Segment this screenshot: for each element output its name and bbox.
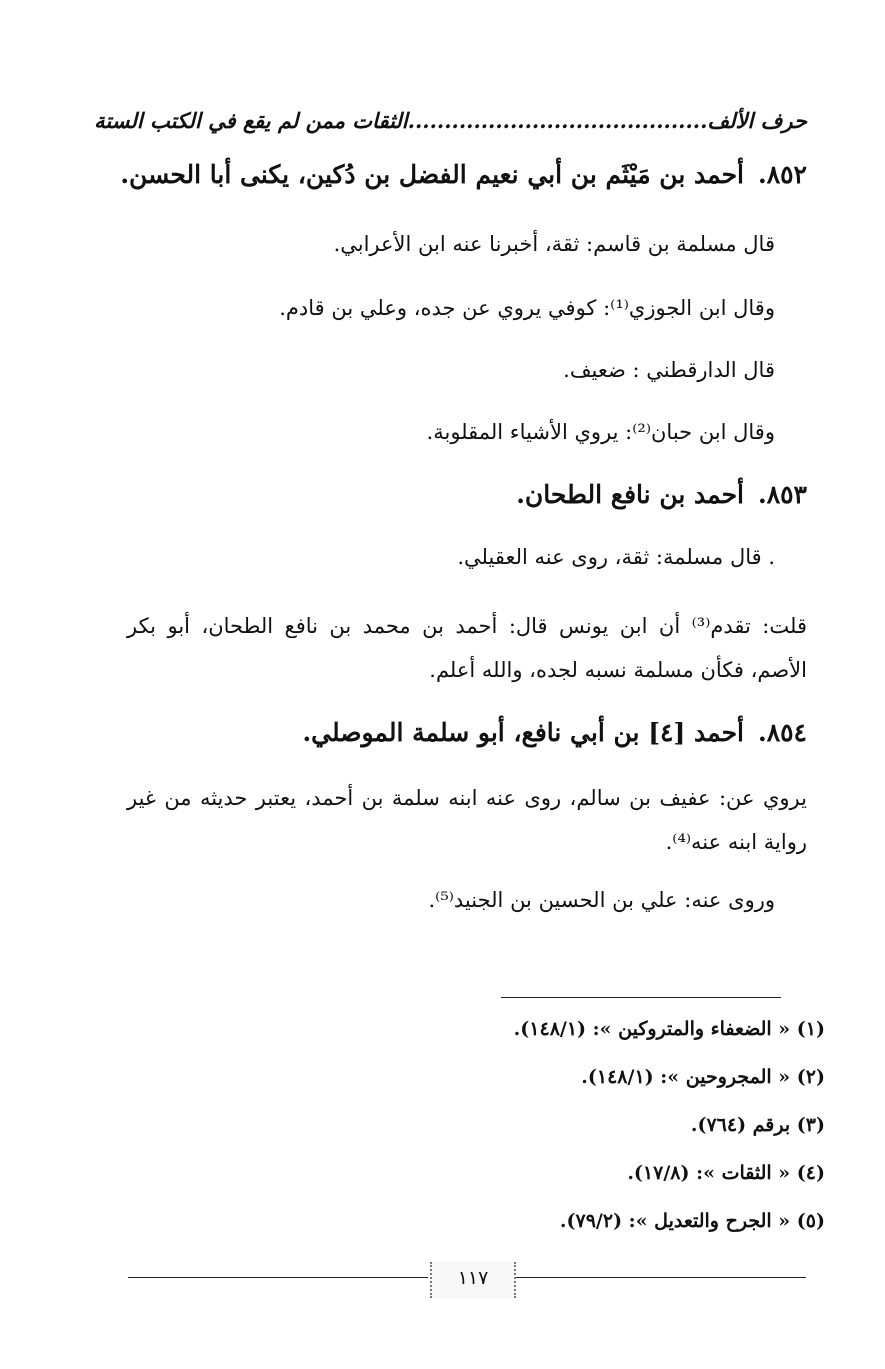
footnote-4: (٤) « الثقات »: (١٧/٨). (627, 1162, 825, 1184)
text-line: قال مسلمة بن قاسم: ثقة، أخبرنا عنه ابن الأعرابي. (333, 232, 775, 256)
entry-title: أحمد [٤] بن أبي نافع، أبو سلمة الموصلي. (302, 718, 744, 747)
footnote-5: (٥) « الجرح والتعديل »: (٧٩/٢). (559, 1210, 825, 1232)
entry-heading-854 (302, 718, 807, 747)
footnote-1: (١) « الضعفاء والمتروكين »: (١٤٨/١). (513, 1018, 825, 1040)
text-line: وقال ابن حبان⁽²⁾: يروي الأشياء المقلوبة. (426, 420, 775, 444)
entry-heading-853 (516, 480, 807, 509)
text-line: وروى عنه: علي بن الحسين بن الجنيد⁽⁵⁾. (428, 888, 775, 912)
entry-title: أحمد بن مَيْثَم بن أبي نعيم الفضل بن دُكين، يكنى أبا الحسن. (120, 160, 744, 189)
bottom-rule-left (128, 1277, 428, 1278)
text-line: قال الدارقطني : ضعيف. (563, 358, 775, 382)
page-number: ١١٧ (430, 1262, 516, 1298)
entry-number: ٨٥٣. (757, 480, 807, 509)
text-paragraph: يروي عن: عفيف بن سالم، روى عنه ابنه سلمة بن أحمد، يعتبر حديثه من غير رواية ابنه عنه⁽⁴⁾. (127, 786, 807, 854)
entry-number: ٨٥٢. (757, 160, 807, 189)
footnote-separator (501, 997, 781, 998)
note-paragraph: قلت: تقدم⁽³⁾ أن ابن يونس قال: أحمد بن محمد بن نافع الطحان، أبو بكر الأصم، فكأن مسلمة نسبه لجده، والله أعلم. (127, 614, 807, 682)
footnote-3: (٣) برقم (٧٦٤). (690, 1114, 825, 1136)
text-line: وقال ابن الجوزي⁽¹⁾: كوفي يروي عن جده، وعلي بن قادم. (279, 296, 775, 320)
entry-heading-852 (120, 160, 807, 189)
entry-title: أحمد بن نافع الطحان. (516, 480, 744, 509)
entry-number: ٨٥٤. (757, 718, 807, 747)
footnote-2: (٢) « المجروحين »: (١٤٨/١). (581, 1066, 825, 1088)
running-head: حرف الألف.........................................الثقات ممن لم يقع في الكتب الستة (94, 108, 807, 133)
bottom-rule-right (514, 1277, 806, 1278)
text-line: . قال مسلمة: ثقة، روى عنه العقيلي. (457, 545, 775, 569)
